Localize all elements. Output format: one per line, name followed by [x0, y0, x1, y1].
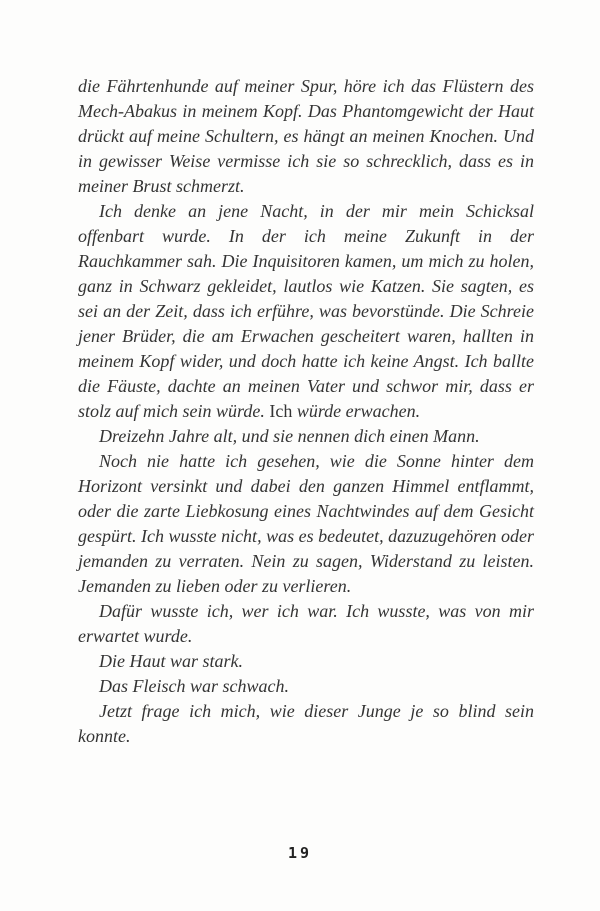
paragraph: [78, 199, 534, 424]
body-text-segment: Noch nie hatte ich gesehen, wie die Sonne hinter dem Horizont versinkt und dabei den ganzen Himmel entflammt, oder die zarte Liebkosung eines Nachtwindes auf dem Gesicht gespürt. Ich wusste nicht, was es bedeutet, dazuzugehören oder jemanden zu verraten. Nein zu sagen, Widerstand zu leisten. Jemanden zu lieben oder zu verlieren.: [78, 451, 534, 596]
body-text-segment: Das Fleisch war schwach.: [99, 676, 289, 696]
page-number: 19: [287, 844, 313, 862]
body-text-segment: Die Haut war stark.: [99, 651, 243, 671]
paragraph: [78, 649, 534, 674]
paragraph: [78, 599, 534, 649]
paragraph: [78, 74, 534, 199]
body-text-segment: Dreizehn Jahre alt, und sie nennen dich einen Mann.: [99, 426, 480, 446]
body-text-segment: Ich denke an jene Nacht, in der mir mein Schicksal offenbart wurde. In der ich meine Zukunft in der Rauchkammer sah. Die Inquisitoren kamen, um mich zu holen, ganz in Schwarz gekleidet, lautlos wie Katzen. Sie sagten, es sei an der Zeit, dass ich erführe, was bevorstünde. Die Schreie jener Brüder, die am Erwachen gescheitert waren, hallten in meinem Kopf wider, und doch hatte ich keine Angst. Ich ballte die Fäuste, dachte an meinen Vater und schwor mir, dass er stolz auf mich sein würde.: [78, 201, 534, 421]
body-text-segment: würde erwachen.: [292, 401, 421, 421]
body-text-segment: Jetzt frage ich mich, wie dieser Junge je so blind sein konnte.: [78, 701, 534, 746]
paragraph: [78, 674, 534, 699]
page-text: [78, 74, 534, 749]
emphasis-roman-text: Ich: [269, 401, 293, 421]
body-text-segment: die Fährtenhunde auf meiner Spur, höre ich das Flüstern des Mech-Abakus in meinem Kopf. Das Phantomgewicht der Haut drückt auf meine Schultern, es hängt an meinen Knochen. Und in gewisser Weise vermisse ich sie so schrecklich, dass es in meiner Brust schmerzt.: [78, 76, 534, 196]
paragraph: [78, 424, 534, 449]
body-text-segment: Dafür wusste ich, wer ich war. Ich wusste, was von mir erwartet wurde.: [78, 601, 534, 646]
paragraph: [78, 699, 534, 749]
paragraph: [78, 449, 534, 599]
